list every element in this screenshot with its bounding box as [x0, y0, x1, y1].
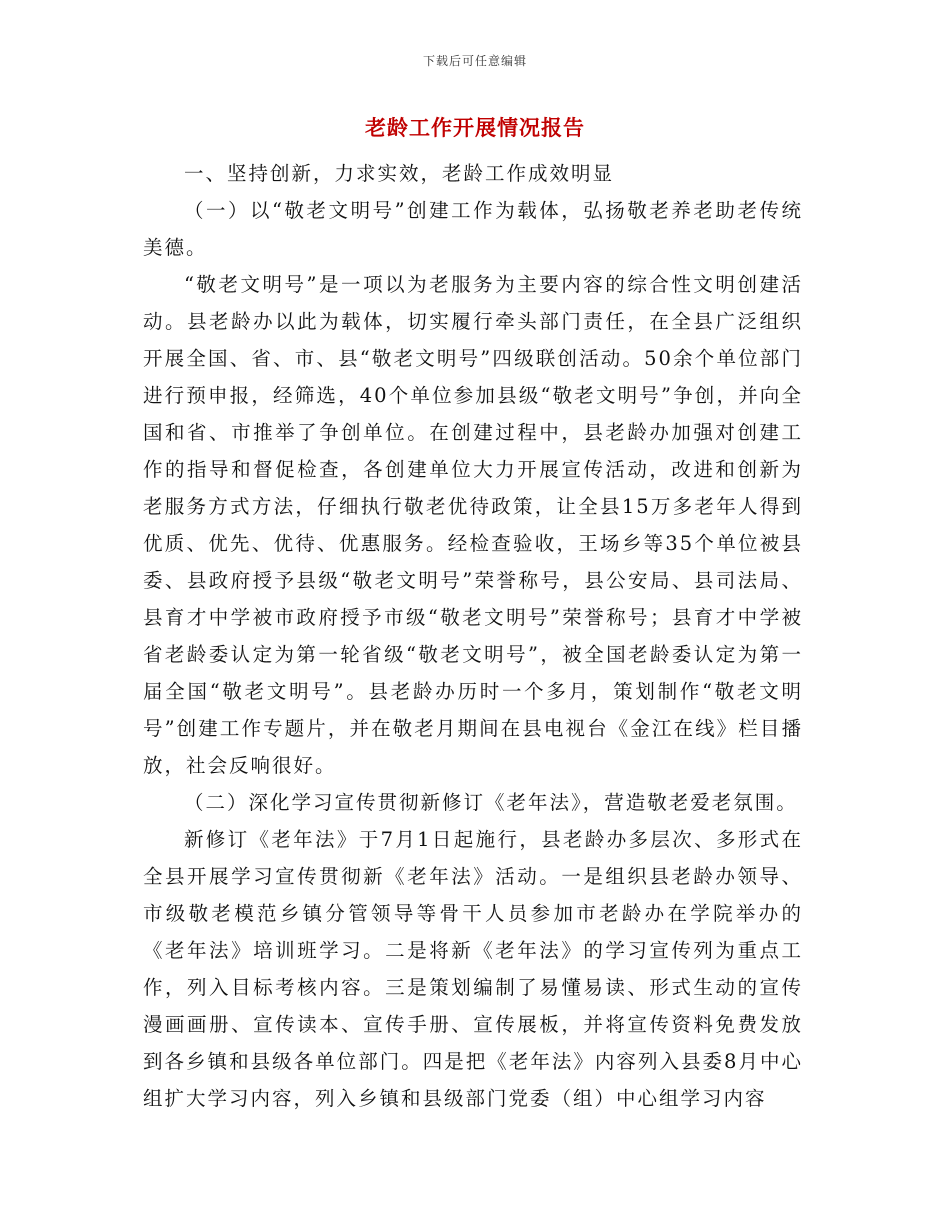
- document-title: 老龄工作开展情况报告: [365, 115, 585, 140]
- header-note: 下载后可任意编辑: [422, 54, 527, 68]
- document-body: [143, 155, 803, 1117]
- subsection-heading: （二）深化学习宣传贯彻新修订《老年法》，营造敬老爱老氛围。: [183, 791, 798, 814]
- subsection-heading: （一）以“敬老文明号”创建工作为载体，弘扬敬老养老助老传统美德。: [143, 199, 803, 259]
- body-paragraph: “敬老文明号”是一项以为老服务为主要内容的综合性文明创建活动。县老龄办以此为载体，切实履行牵头部门责任，在全县广泛组织开展全国、省、市、县“敬老文明号”四级联创活动。50余个单位部门进行预申报，经筛选，40个单位参加县级“敬老文明号”争创，并向全国和省、市推举了争创单位。在创建过程中，县老龄办加强对创建工作的指导和督促检查，各创建单位大力开展宣传活动，改进和创新为老服务方式方法，仔细执行敬老优待政策，让全县15万多老年人得到优质、优先、优待、优惠服务。经检查验收，王场乡等35个单位被县委、县政府授予县级“敬老文明号”荣誉称号，县公安局、县司法局、县育才中学被市政府授予市级“敬老文明号”荣誉称号；县育才中学被省老龄委认定为第一轮省级“敬老文明号”，被全国老龄委认定为第一届全国“敬老文明号”。县老龄办历时一个多月，策划制作“敬老文明号”创建工作专题片，并在敬老月期间在县电视台《金江在线》栏目播放，社会反响很好。: [143, 273, 803, 777]
- body-paragraph: 新修订《老年法》于7月1日起施行，县老龄办多层次、多形式在全县开展学习宣传贯彻新《老年法》活动。一是组织县老龄办领导、市级敬老模范乡镇分管领导等骨干人员参加市老龄办在学院举办的《老年法》培训班学习。二是将新《老年法》的学习宣传列为重点工作，列入目标考核内容。三是策划编制了易懂易读、形式生动的宣传漫画画册、宣传读本、宣传手册、宣传展板，并将宣传资料免费发放到各乡镇和县级各单位部门。四是把《老年法》内容列入县委8月中心组扩大学习内容，列入乡镇和县级部门党委（组）中心组学习内容: [143, 828, 803, 1110]
- section-heading: 一、坚持创新，力求实效，老龄工作成效明显: [183, 162, 614, 185]
